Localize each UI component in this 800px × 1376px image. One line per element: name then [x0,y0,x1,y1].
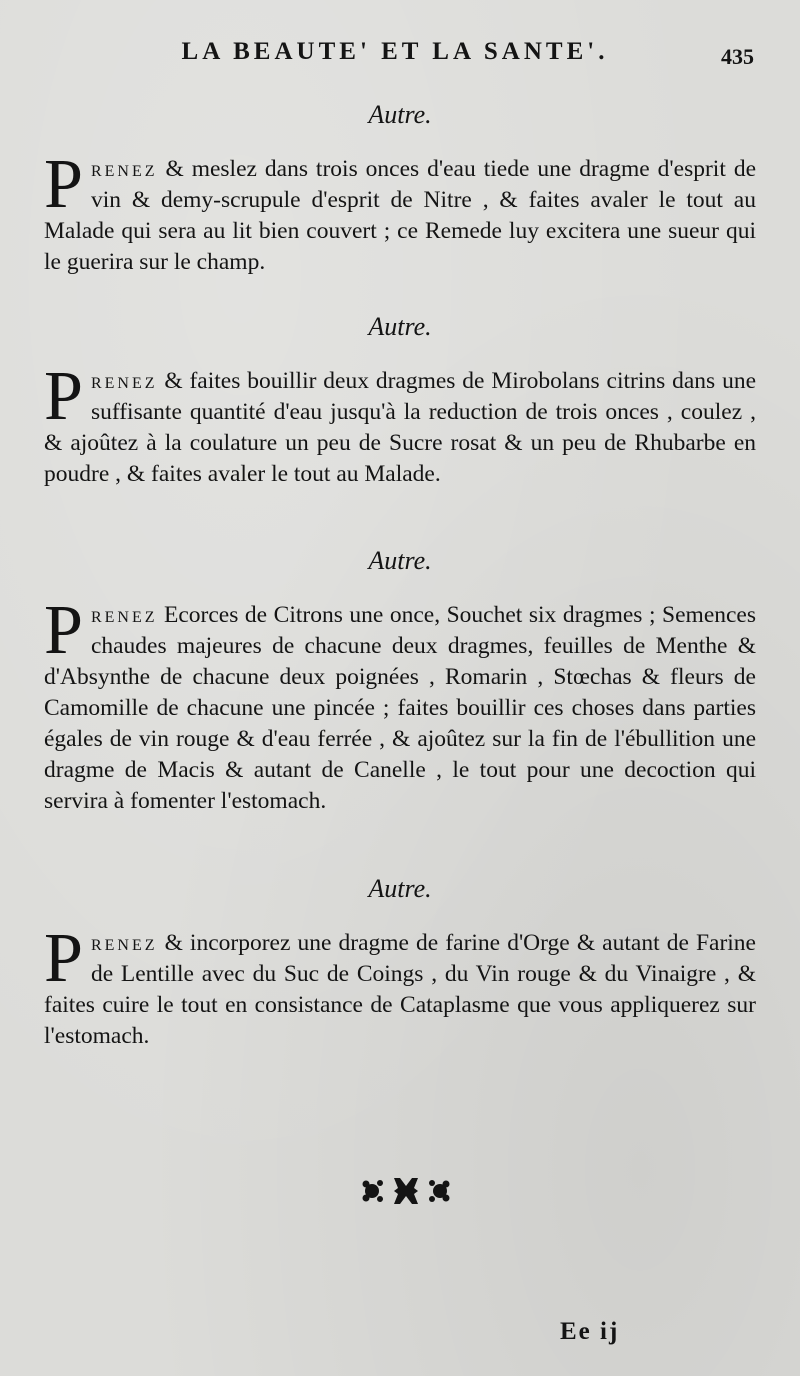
recipe-paragraph [44,146,756,278]
signature-mark: Ee ij [560,1318,620,1345]
drop-cap: P [44,146,83,223]
paragraph-text: Ecorces de Citrons une once, Souchet six dragmes ; Semences chaudes majeures de chacune deux dragmes, feuilles de Menthe & d'Absynthe de chacune deux poignées , Romarin , Stœchas & fleurs de Camomille de chacune une pincée ; faites bouillir ces choses dans parties égales de vin rouge & d'eau ferrée , & ajoûtez sur la fin de l'ébullition une dragme de Macis & autant de Canelle , le tout pour une decoction qui servira à fomenter l'estomach. [44,602,756,814]
page-number: 435 [721,44,754,69]
paragraph-text: & faites bouillir deux dragmes de Mirobolans citrins dans une suffisante quantité d'eau jusqu'à la reduction de trois onces , coulez , & ajoûtez à la coulature un peu de Sucre rosat & un peu de Rhubarbe en poudre , & faites avaler le tout au Malade. [44,368,756,487]
lead-word: renez [90,602,158,628]
recipe-paragraph [44,358,756,490]
recipe-paragraph [44,920,756,1052]
recipe-section [44,872,756,1052]
paragraph-text: & meslez dans trois onces d'eau tiede une dragme d'esprit de vin & demy-scrupule d'esprit de Nitre , & faites avaler le tout au Malade qui sera au lit bien couvert ; ce Remede luy excitera une sueur qui le guerira sur le champ. [44,156,756,275]
section-title: Autre. [368,546,432,575]
drop-cap: P [44,920,83,997]
section-title: Autre. [368,874,432,903]
recipe-paragraph [44,592,756,817]
running-head [0,38,800,66]
recipe-section [44,310,756,490]
drop-cap: P [44,592,83,669]
lead-word: renez [90,930,158,956]
fleuron-ornament-icon [360,1174,452,1208]
lead-word: renez [90,156,158,182]
recipe-section [44,544,756,817]
running-title: LA BEAUTE' ET LA SANTE'. [181,38,609,65]
section-title: Autre. [368,312,432,341]
recipe-section [44,98,756,278]
section-title: Autre. [368,100,432,129]
drop-cap: P [44,358,83,435]
lead-word: renez [90,368,158,394]
paragraph-text: & incorporez une dragme de farine d'Orge & autant de Farine de Lentille avec du Suc de Coings , du Vin rouge & du Vinaigre , & faites cuire le tout en consistance de Cataplasme que vous appliquerez sur l'estomach. [44,930,756,1049]
